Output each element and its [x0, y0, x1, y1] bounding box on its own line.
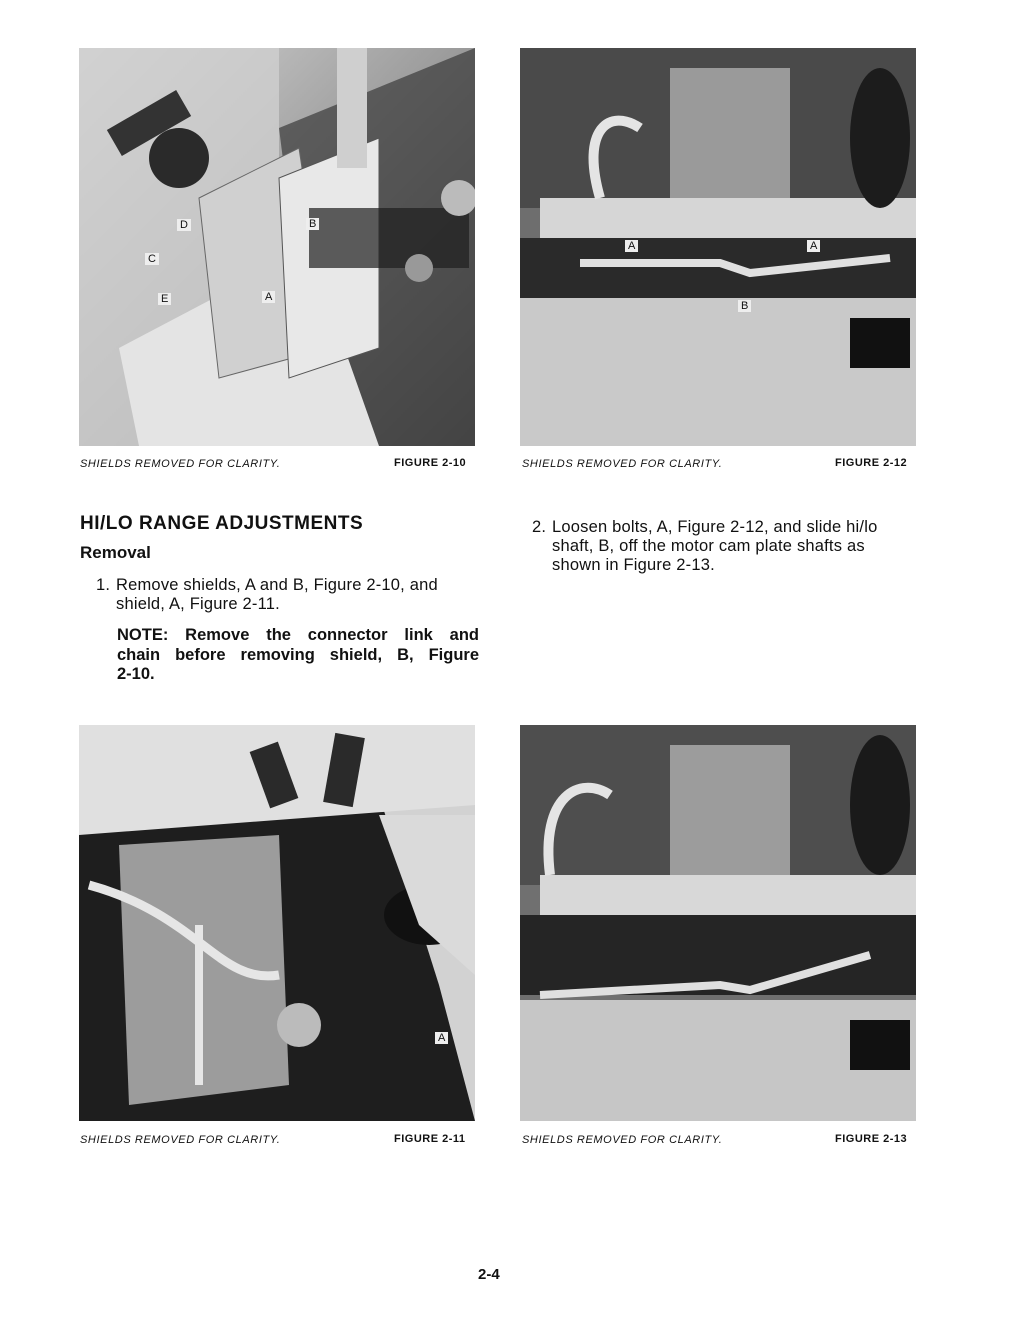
note — [117, 626, 479, 685]
section-heading: HI/LO RANGE ADJUSTMENTS — [80, 513, 364, 534]
figure-2-10-number: FIGURE 2-10 — [394, 457, 467, 469]
figure-2-10-label-a: A — [262, 291, 275, 303]
step-1-line-1: Remove shields, A and B, Figure 2-10, and — [116, 576, 438, 594]
figure-2-11-caption: SHIELDS REMOVED FOR CLARITY. — [80, 1134, 281, 1146]
figure-2-12-label-b: B — [738, 300, 751, 312]
figure-2-13-caption: SHIELDS REMOVED FOR CLARITY. — [522, 1134, 723, 1146]
page-number: 2-4 — [478, 1266, 500, 1283]
figure-2-10-label-d: D — [177, 219, 191, 231]
figure-2-12-number: FIGURE 2-12 — [835, 457, 908, 469]
note-line-3: 2-10. — [117, 665, 155, 683]
step-2 — [532, 518, 932, 578]
step-2-number: 2. — [532, 518, 547, 536]
figure-2-11-photo — [79, 725, 475, 1121]
figure-2-10-photo — [79, 48, 475, 446]
step-1-number: 1. — [96, 576, 111, 594]
figure-2-12-photo — [520, 48, 916, 446]
figure-2-11-label-a: A — [435, 1032, 448, 1044]
figure-2-12-caption: SHIELDS REMOVED FOR CLARITY. — [522, 458, 723, 470]
figure-2-13-number: FIGURE 2-13 — [835, 1133, 908, 1145]
figure-2-12-label-a-left: A — [625, 240, 638, 252]
figure-2-11-number: FIGURE 2-11 — [394, 1133, 466, 1145]
figure-2-10-label-b: B — [306, 218, 319, 230]
note-line-1: NOTE: Remove the connector link and — [117, 626, 479, 644]
figure-2-13-photo — [520, 725, 916, 1121]
step-2-line-2: shaft, B, off the motor cam plate shafts as — [552, 537, 865, 555]
step-1 — [96, 576, 496, 616]
figure-2-10-caption: SHIELDS REMOVED FOR CLARITY. — [80, 458, 281, 470]
step-2-line-3: shown in Figure 2-13. — [552, 556, 715, 574]
figure-2-10-label-e: E — [158, 293, 171, 305]
section-subheading: Removal — [80, 543, 151, 562]
step-1-line-2: shield, A, Figure 2-11. — [116, 595, 280, 613]
figure-2-12-label-a-right: A — [807, 240, 820, 252]
note-line-2: chain before removing shield, B, Figure — [117, 645, 479, 664]
figure-2-10-label-c: C — [145, 253, 159, 265]
step-2-line-1: Loosen bolts, A, Figure 2-12, and slide hi/lo — [552, 518, 878, 536]
